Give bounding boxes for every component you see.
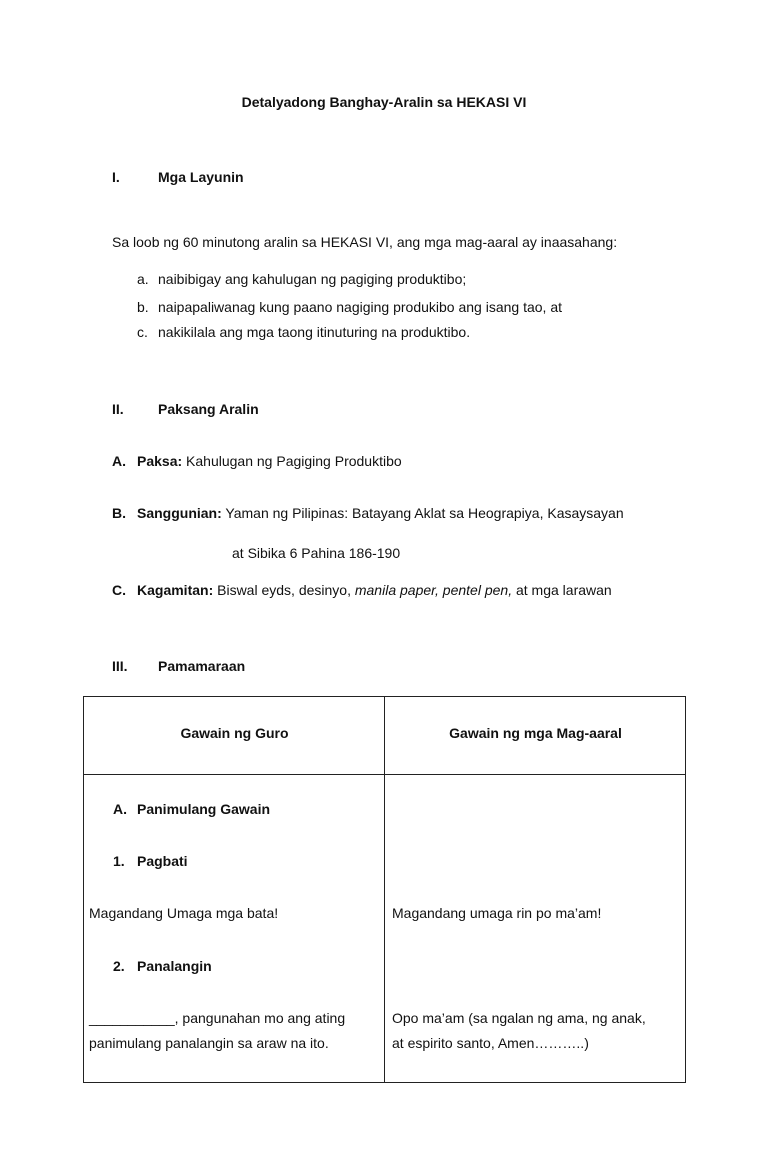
kagamitan-value: Biswal eyds, desinyo, [217, 582, 351, 598]
section-2-heading: Paksang Aralin [158, 401, 259, 417]
paksa-letter: A. [112, 453, 126, 469]
student-prayer-line: at espirito santo, Amen………..) [392, 1035, 589, 1051]
teacher-prayer-line: ___________, pangunahan mo ang ating [89, 1010, 346, 1026]
objective-letter: c. [137, 324, 148, 340]
sanggunian-label: Sanggunian: [137, 505, 222, 521]
paksa-label: Paksa: [137, 453, 183, 469]
table-header-row [84, 697, 686, 775]
item-number: 1. [113, 853, 125, 869]
subsection-letter: A. [113, 801, 127, 817]
student-column-header-cell [385, 697, 686, 775]
subsection-heading: Panimulang Gawain [137, 801, 271, 817]
item-heading: Panalangin [137, 958, 212, 974]
objective-letter: b. [137, 299, 149, 315]
document-title: Detalyadong Banghay-Aralin sa HEKASI VI [241, 94, 527, 110]
section-1-heading: Mga Layunin [158, 169, 244, 185]
section-3-heading: Pamamaraan [158, 658, 246, 674]
student-prayer-line: Opo ma’am (sa ngalan ng ama, ng anak, [392, 1010, 646, 1026]
section-1-numeral: I. [112, 169, 120, 185]
kagamitan-value-italic: manila paper, pentel pen, [354, 582, 513, 598]
objective-text: naipapaliwanag kung paano nagiging produkibo ang isang tao, at [158, 299, 562, 315]
kagamitan-letter: C. [112, 582, 126, 598]
item-heading: Pagbati [137, 853, 188, 869]
kagamitan-value-end: at mga larawan [515, 582, 612, 598]
paksa-value: Kahulugan ng Pagiging Produktibo [186, 453, 402, 469]
kagamitan-label: Kagamitan: [137, 582, 214, 598]
objective-text: nakikilala ang mga taong itinuturing na produktibo. [158, 324, 471, 340]
teacher-prayer-line: panimulang panalangin sa araw na ito. [89, 1035, 329, 1051]
teacher-column-header: Gawain ng Guro [180, 725, 289, 741]
sanggunian-value-continued: at Sibika 6 Pahina 186-190 [232, 545, 401, 561]
teacher-activity-cell [84, 775, 385, 1083]
teacher-column-header-cell [84, 697, 385, 775]
procedure-table [83, 696, 686, 1083]
teacher-greeting: Magandang Umaga mga bata! [89, 905, 279, 921]
paksa-line [137, 452, 402, 470]
sanggunian-letter: B. [112, 505, 126, 521]
item-number: 2. [113, 958, 125, 974]
objective-text: naibibigay ang kahulugan ng pagiging produktibo; [158, 271, 467, 287]
sanggunian-value: Yaman ng Pilipinas: Batayang Aklat sa Heograpiya, Kasaysayan [225, 505, 624, 521]
student-greeting: Magandang umaga rin po ma’am! [392, 905, 602, 921]
student-activity-cell [385, 775, 686, 1083]
kagamitan-line [137, 581, 612, 599]
objective-letter: a. [137, 271, 149, 287]
section-2-numeral: II. [112, 401, 124, 417]
objectives-intro: Sa loob ng 60 minutong aralin sa HEKASI VI, ang mga mag-aaral ay inaasahang: [112, 234, 618, 250]
student-column-header: Gawain ng mga Mag-aaral [449, 725, 622, 741]
sanggunian-line [137, 504, 624, 522]
table-row [84, 775, 686, 1083]
section-3-numeral: III. [112, 658, 128, 674]
